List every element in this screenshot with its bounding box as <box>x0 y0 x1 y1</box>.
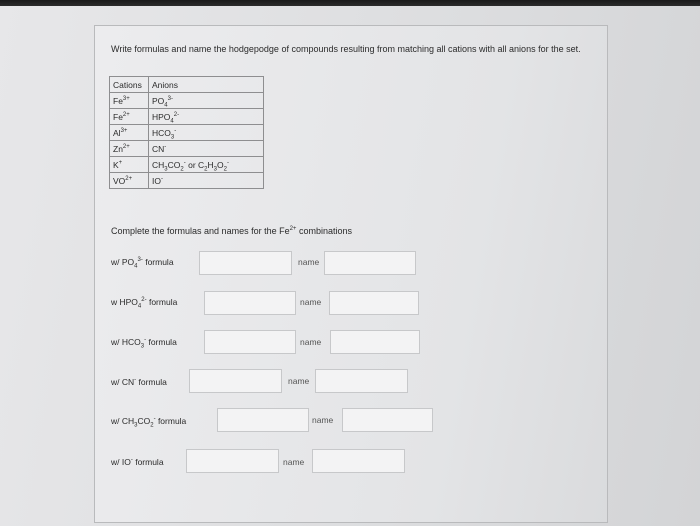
question-row-io <box>95 448 607 474</box>
cation-cell: K+ <box>110 157 149 173</box>
anion-cell: CN- <box>149 141 264 157</box>
page-background <box>0 6 700 526</box>
name-input-io[interactable] <box>312 449 405 473</box>
ion-table <box>109 76 264 189</box>
ion-row <box>110 157 264 173</box>
name-input-cn[interactable] <box>315 369 408 393</box>
name-input-hco3[interactable] <box>330 330 420 354</box>
question-label: w/ $HCO_3^-$ formula <box>111 337 177 350</box>
name-label: name <box>300 297 322 307</box>
formula-input-hco3[interactable] <box>204 330 296 354</box>
formula-input-ch3co2[interactable] <box>217 408 309 432</box>
cations-header: Cations <box>110 77 149 93</box>
anion-cell: $CH_3CO_2^-$ or $C_2H_3O_2^-$ <box>149 157 264 173</box>
name-label: name <box>283 457 305 467</box>
anion-cell: $PO_4^{3-}$ <box>149 93 264 109</box>
ion-row <box>110 141 264 157</box>
ion-row <box>110 109 264 125</box>
name-input-po4[interactable] <box>324 251 416 275</box>
question-row-hco3 <box>95 329 607 355</box>
ion-row <box>110 125 264 141</box>
cation-cell: $Fe^{2+}$ <box>110 109 149 125</box>
ion-row <box>110 93 264 109</box>
question-panel <box>94 25 608 523</box>
name-label: name <box>312 415 334 425</box>
cation-cell: $Fe^{3+}$ <box>110 93 149 109</box>
name-input-hpo4[interactable] <box>329 291 419 315</box>
formula-input-cn[interactable] <box>189 369 282 393</box>
complete-instruction: Complete the formulas and names for the $Fe^{2+}$ combinations <box>111 226 352 236</box>
question-label: w $HPO_4^{2-}$ formula <box>111 297 178 310</box>
question-row-po4 <box>95 250 607 276</box>
instructions-text: Write formulas and name the hodgepodge of compounds resulting from matching all cations with all anions for the set. <box>111 44 581 54</box>
cation-cell: $VO^{2+}$ <box>110 173 149 189</box>
anion-cell: IO- <box>149 173 264 189</box>
question-row-ch3co2 <box>95 407 607 433</box>
ion-table-header <box>110 77 264 93</box>
cation-cell: $Zn^{2+}$ <box>110 141 149 157</box>
name-label: name <box>300 337 322 347</box>
formula-input-hpo4[interactable] <box>204 291 296 315</box>
question-label: w/ $PO_4^{3-}$ formula <box>111 257 174 270</box>
question-row-hpo4 <box>95 290 607 316</box>
anions-header: Anions <box>149 77 264 93</box>
formula-input-po4[interactable] <box>199 251 292 275</box>
name-label: name <box>298 257 320 267</box>
question-row-cn <box>95 368 607 394</box>
name-input-ch3co2[interactable] <box>342 408 433 432</box>
anion-cell: $HPO_4^{2-}$ <box>149 109 264 125</box>
question-label: w/ CN- formula <box>111 377 167 387</box>
name-label: name <box>288 376 310 386</box>
ion-row <box>110 173 264 189</box>
question-label: w/ $CH_3CO_2^-$ formula <box>111 416 187 429</box>
cation-cell: $Al^{3+}$ <box>110 125 149 141</box>
formula-input-io[interactable] <box>186 449 279 473</box>
anion-cell: $HCO_3^-$ <box>149 125 264 141</box>
question-label: w/ IO- formula <box>111 457 164 467</box>
